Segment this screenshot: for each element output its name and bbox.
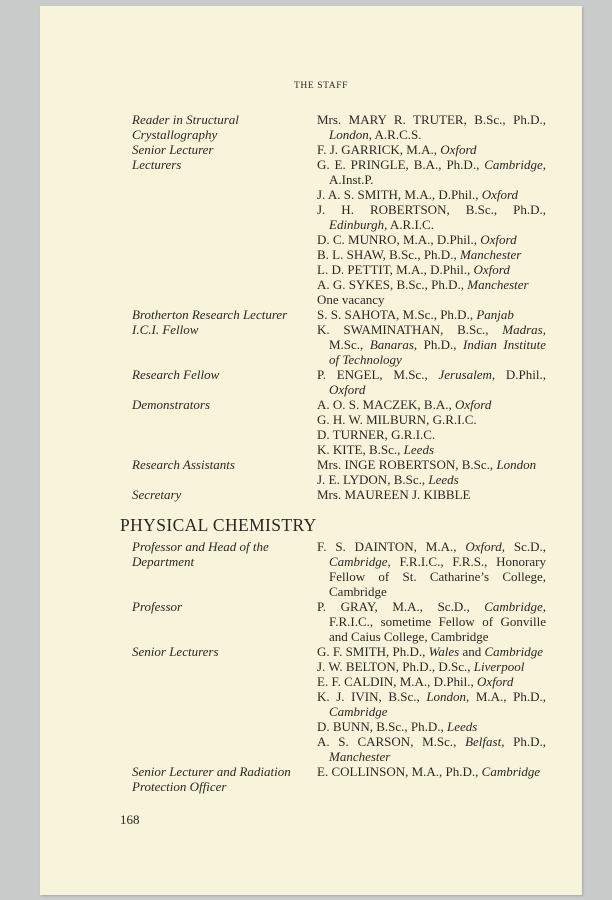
name-qualifications: J. W. BELTON, Ph.D., D.Sc., (317, 659, 474, 674)
staff-members (317, 112, 546, 142)
staff-role (132, 112, 317, 142)
staff-member (317, 442, 546, 457)
institution: Oxford (473, 262, 510, 277)
institution: Oxford (440, 142, 477, 157)
staff-member (317, 367, 546, 397)
staff-entry (132, 367, 546, 397)
staff-role-line: Senior Lecturer and Radiation (132, 764, 291, 779)
staff-member (317, 322, 546, 367)
institution: Madras (502, 322, 543, 337)
institution: Leeds (403, 442, 435, 457)
name-qualifications: , Ph.D., (501, 734, 546, 749)
staff-members (317, 142, 546, 157)
institution: Cambridge (329, 554, 388, 569)
name-qualifications: and (459, 644, 485, 659)
staff-member (317, 734, 546, 764)
name-qualifications: F. J. GARRICK, M.A., (317, 142, 441, 157)
name-qualifications: P. ENGEL, M.Sc., (317, 367, 439, 382)
institution: London (426, 689, 467, 704)
staff-member (317, 232, 546, 247)
staff-role (132, 157, 317, 172)
staff-member (317, 112, 546, 142)
institution: Manchester (459, 247, 522, 262)
institution: Cambridge (484, 599, 543, 614)
name-qualifications: A. S. CARSON, M.Sc., (317, 734, 466, 749)
staff-role-line: Professor (132, 599, 183, 614)
staff-member (317, 427, 546, 442)
institution: Leeds (447, 719, 478, 734)
staff-members (317, 457, 546, 487)
staff-member (317, 539, 546, 599)
staff-role-line: Crystallography (132, 127, 218, 142)
name-qualifications: J. E. LYDON, B.Sc., (317, 472, 429, 487)
staff-members (317, 539, 546, 599)
staff-member (317, 659, 546, 674)
staff-member (317, 157, 546, 187)
name-qualifications: D. BUNN, B.Sc., Ph.D., (317, 719, 448, 734)
institution: Cambridge (481, 764, 541, 779)
institution: Indian Institute of Technology (329, 337, 547, 367)
staff-members (317, 487, 546, 502)
name-qualifications: E. COLLINSON, M.A., Ph.D., (317, 764, 482, 779)
staff-role-line: Senior Lecturers (132, 644, 219, 659)
institution: Oxford (477, 674, 514, 689)
staff-member (317, 457, 546, 472)
name-qualifications: , F.R.I.C., F.R.S., Honorary Fellow of St. Catharine’s College, Cambridge (329, 554, 546, 599)
staff-role (132, 367, 317, 382)
staff-members (317, 307, 546, 322)
page-number: 168 (120, 812, 140, 827)
name-qualifications: E. F. CALDIN, M.A., D.Phil., (317, 674, 478, 689)
staff-role-line: Protection Officer (132, 779, 227, 794)
name-qualifications: , M.A., Ph.D., (466, 689, 546, 704)
staff-member (317, 187, 546, 202)
staff-role-line: Research Assistants (132, 457, 235, 472)
staff-member (317, 719, 546, 734)
name-qualifications: D. C. MUNRO, M.A., D.Phil., (317, 232, 481, 247)
name-qualifications: , D.Phil., (491, 367, 547, 382)
institution: Oxford (454, 397, 492, 412)
institution: Oxford (465, 539, 502, 554)
staff-member (317, 689, 546, 719)
staff-role (132, 322, 317, 337)
staff-role-line: Reader in Structural (132, 112, 239, 127)
name-qualifications: F. S. DAINTON, M.A., (317, 539, 466, 554)
staff-entry (132, 112, 546, 142)
name-qualifications: J. H. ROBERTSON, B.Sc., Ph.D., (317, 202, 546, 217)
staff-entry (132, 764, 546, 794)
staff-entry (132, 487, 546, 502)
institution: Liverpool (473, 659, 525, 674)
staff-member (317, 412, 546, 427)
institution: Wales (428, 644, 460, 659)
staff-entry (132, 157, 546, 307)
name-qualifications: J. A. S. SMITH, M.A., D.Phil., (317, 187, 482, 202)
institution: Oxford (480, 232, 517, 247)
staff-role-line: Lecturers (132, 157, 182, 172)
staff-members (317, 157, 546, 307)
staff-role (132, 539, 317, 569)
name-qualifications: , A.Inst.P. (329, 157, 546, 187)
staff-role (132, 487, 317, 502)
staff-entry (132, 539, 546, 599)
name-qualifications: K. J. IVIN, B.Sc., (317, 689, 427, 704)
institution: Manchester (467, 277, 529, 292)
name-qualifications: Mrs. INGE ROBERTSON, B.Sc., (317, 457, 497, 472)
staff-members (317, 764, 546, 779)
staff-role (132, 599, 317, 614)
staff-entry (132, 644, 546, 764)
staff-listing (120, 112, 547, 794)
staff-role-line: Brotherton Research Lecturer (132, 307, 288, 322)
name-qualifications: G. E. PRINGLE, B.A., Ph.D., (317, 157, 485, 172)
staff-role-line: Research Fellow (132, 367, 220, 382)
name-qualifications: L. D. PETTIT, M.A., D.Phil., (317, 262, 474, 277)
staff-member (317, 307, 546, 322)
staff-members (317, 599, 546, 644)
institution: Leeds (428, 472, 459, 487)
institution: Banaras (369, 337, 414, 352)
book-page (40, 6, 582, 895)
staff-member (317, 487, 546, 502)
institution: Jerusalem (438, 367, 492, 382)
staff-member (317, 262, 546, 277)
name-qualifications: Mrs. MARY R. TRUTER, B.Sc., Ph.D., (317, 112, 546, 127)
staff-member (317, 644, 546, 659)
staff-member (317, 764, 546, 779)
institution: Panjab (476, 307, 514, 322)
staff-entry (132, 457, 546, 487)
name-qualifications: P. GRAY, M.A., Sc.D., (317, 599, 485, 614)
institution: London (329, 127, 369, 142)
name-qualifications: , Sc.D., (501, 539, 547, 554)
institution: Oxford (329, 382, 366, 397)
staff-role-line: Professor and Head of the (132, 539, 269, 554)
staff-role (132, 644, 317, 659)
staff-entry (132, 397, 546, 457)
name-qualifications: , A.R.C.S. (368, 127, 422, 142)
staff-entry (132, 307, 546, 322)
institution: Oxford (481, 187, 519, 202)
staff-member (317, 142, 546, 157)
running-head: THE STAFF (294, 81, 348, 91)
staff-role-line: I.C.I. Fellow (132, 322, 199, 337)
staff-role (132, 142, 317, 157)
staff-entry (132, 142, 546, 157)
institution: London (496, 457, 537, 472)
institution: Cambridge (329, 704, 388, 719)
staff-role-line: Demonstrators (132, 397, 211, 412)
name-qualifications: , F.R.I.C., sometime Fellow of Gonville and Caius College, Cambridge (329, 599, 546, 644)
staff-role (132, 764, 317, 794)
staff-member (317, 397, 546, 412)
staff-member (317, 674, 546, 689)
section-heading: PHYSICAL CHEMISTRY (120, 515, 317, 535)
staff-role-line: Department (132, 554, 195, 569)
name-qualifications: One vacancy (317, 292, 385, 307)
staff-role (132, 397, 317, 412)
staff-entry (132, 599, 546, 644)
name-qualifications: K. KITE, B.Sc., (317, 442, 404, 457)
name-qualifications: K. SWAMINATHAN, B.Sc., (317, 322, 503, 337)
name-qualifications: D. TURNER, G.R.I.C. (317, 427, 436, 442)
institution: Manchester (329, 749, 391, 764)
staff-member (317, 247, 546, 262)
name-qualifications: , A.R.I.C. (384, 217, 434, 232)
staff-members (317, 322, 546, 367)
staff-members (317, 644, 546, 764)
institution: Cambridge (484, 157, 543, 172)
staff-entry (132, 322, 546, 367)
staff-members (317, 397, 546, 457)
staff-role-line: Senior Lecturer (132, 142, 214, 157)
name-qualifications: G. H. W. MILBURN, G.R.I.C. (317, 412, 477, 427)
name-qualifications: A. G. SYKES, B.Sc., Ph.D., (317, 277, 468, 292)
name-qualifications: Mrs. MAUREEN J. KIBBLE (317, 487, 471, 502)
staff-member (317, 292, 546, 307)
staff-member (317, 599, 546, 644)
staff-members (317, 367, 546, 397)
name-qualifications: S. S. SAHOTA, M.Sc., Ph.D., (317, 307, 477, 322)
institution: Cambridge (484, 644, 544, 659)
name-qualifications: A. O. S. MACZEK, B.A., (317, 397, 455, 412)
name-qualifications: G. F. SMITH, Ph.D., (317, 644, 429, 659)
name-qualifications: , Ph.D., (413, 337, 463, 352)
staff-member (317, 472, 546, 487)
name-qualifications: , M.Sc., (329, 322, 546, 352)
institution: Edinburgh (329, 217, 385, 232)
staff-role (132, 307, 317, 322)
staff-member (317, 202, 546, 232)
institution: Belfast (465, 734, 502, 749)
staff-member (317, 277, 546, 292)
staff-role-line: Secretary (132, 487, 182, 502)
name-qualifications: B. L. SHAW, B.Sc., Ph.D., (317, 247, 460, 262)
staff-role (132, 457, 317, 472)
